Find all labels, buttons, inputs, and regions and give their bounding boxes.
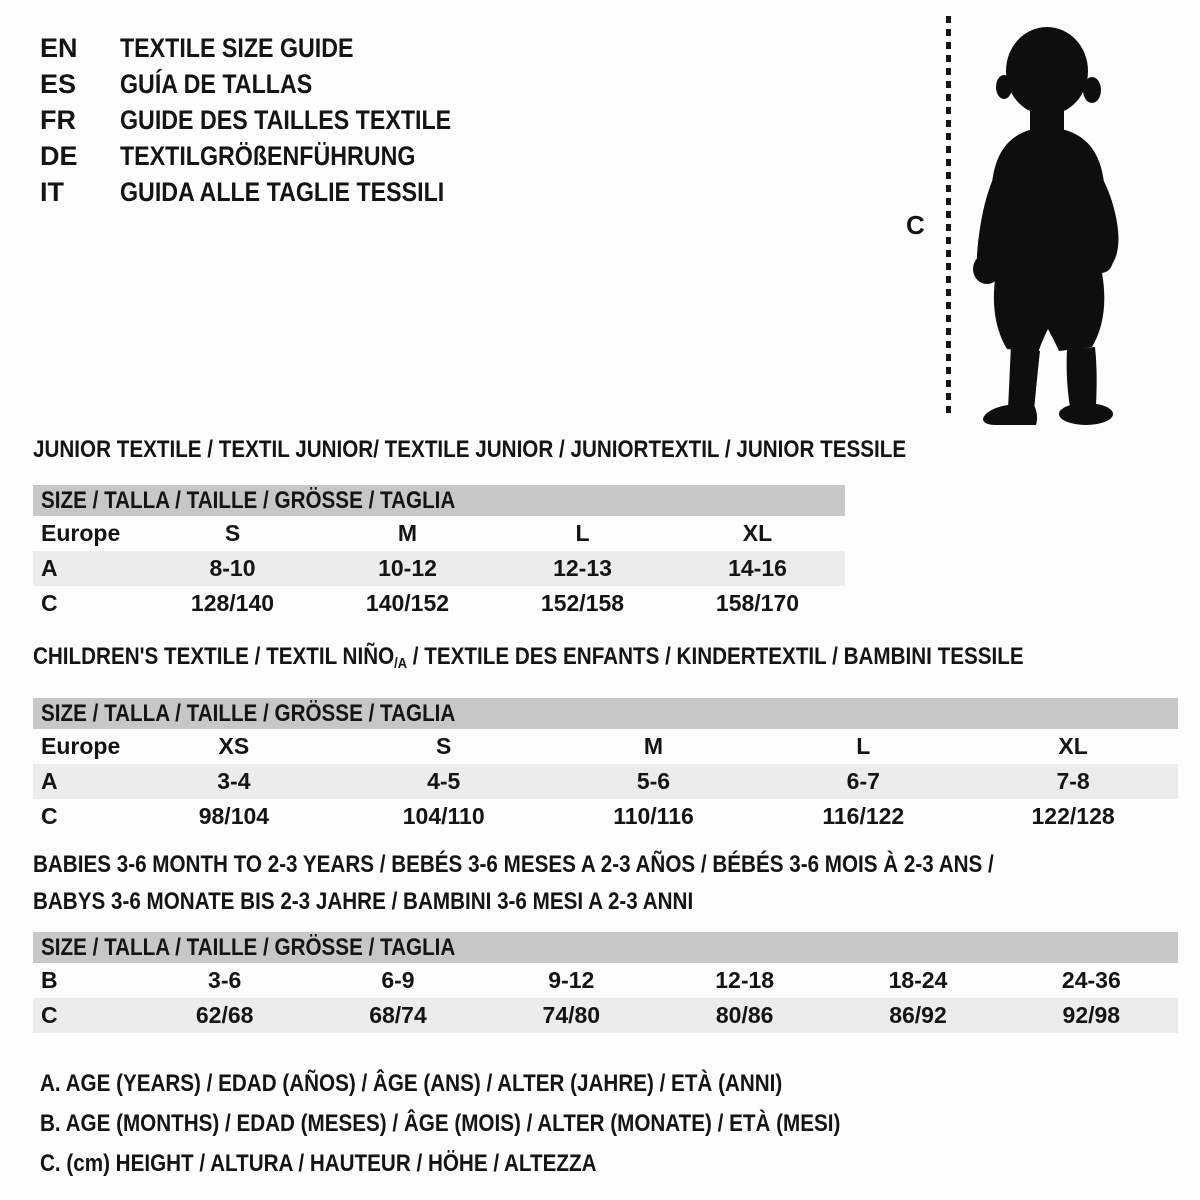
table-cell: 9-12 [548,967,595,993]
row-label: C [41,1002,58,1028]
language-code: FR [40,105,76,135]
children-size-table [33,729,1178,834]
table-cell: M [397,520,418,546]
table-cell: 14-16 [728,555,787,581]
table-cell: 6-9 [381,967,415,993]
size-header-bar [33,485,845,516]
language-row-fr [40,102,505,138]
table-cell: 104/110 [402,803,485,829]
language-label: GUÍA DE TALLAS [120,69,313,99]
row-label: C [41,803,58,829]
section-title-babies [33,846,1178,920]
table-cell: 3-4 [217,768,251,794]
table-cell: 10-12 [378,555,437,581]
table-cell: 62/68 [195,1002,254,1028]
language-label: TEXTILGRÖßENFÜHRUNG [120,141,416,171]
row-label: A [41,768,58,794]
table-row-months [33,963,1178,998]
language-label: GUIDA ALLE TAGLIE TESSILI [120,177,445,207]
size-header-text: SIZE / TALLA / TAILLE / GRÖSSE / TAGLIA [41,700,456,727]
table-cell: L [575,520,590,546]
row-label: A [41,555,58,581]
table-cell: M [643,733,664,759]
table-cell: 116/122 [822,803,905,829]
table-cell: 8-10 [209,555,256,581]
table-cell: 4-5 [427,768,461,794]
section-title-text [33,644,1024,677]
language-row-es [40,66,505,102]
table-cell: S [224,520,241,546]
table-row-age [33,764,1178,799]
table-cell: 128/140 [190,590,275,616]
language-list [40,30,505,210]
table-cell: 5-6 [636,768,671,794]
junior-textile-section [33,436,907,621]
row-label: Europe [41,520,121,546]
table-cell: 86/92 [889,1002,947,1028]
table-cell: 74/80 [542,1002,601,1028]
babies-textile-section [33,846,1178,1033]
table-cell: 12-18 [715,967,775,993]
children-textile-section [33,644,1178,834]
babies-size-table [33,963,1178,1033]
legend-text: C. (cm) HEIGHT / ALTURA / HAUTEUR / HÖHE / ALTEZZA [40,1150,597,1177]
table-cell: 92/98 [1062,1002,1121,1028]
legend-line-a [40,1064,971,1104]
table-cell: 18-24 [888,967,948,993]
measurement-legend [40,1064,971,1184]
table-cell: 7-8 [1056,768,1090,794]
table-row-height [33,586,845,621]
table-cell: XS [218,733,250,759]
table-cell: 80/86 [715,1002,774,1028]
legend-text: B. AGE (MONTHS) / EDAD (MESES) / ÂGE (MOIS) / ALTER (MONATE) / ETÀ (MESI) [40,1110,841,1137]
table-cell: 12-13 [553,555,612,581]
table-cell: XL [1058,733,1088,759]
table-row-age [33,551,845,586]
language-label: GUIDE DES TAILLES TEXTILE [120,105,452,135]
table-cell: 3-6 [208,967,242,993]
table-row-height [33,998,1178,1033]
section-title-line1: BABIES 3-6 MONTH TO 2-3 YEARS / BEBÉS 3-6 MESES A 2-3 AÑOS / BÉBÉS 3-6 MOIS À 2-3 ANS / [33,851,994,878]
row-label: C [41,590,58,616]
table-row-height [33,799,1178,834]
title-suffix: / TEXTILE DES ENFANTS / KINDERTEXTIL / BAMBINI TESSILE [407,643,1024,670]
table-cell: 6-7 [846,768,880,794]
language-row-it [40,174,505,210]
size-header-bar [33,932,1178,963]
language-code: DE [40,141,78,171]
title-subscript: /A [394,655,408,672]
baby-silhouette-image [950,14,1145,426]
section-title-line2: BABYS 3-6 MONATE BIS 2-3 JAHRE / BAMBINI 3-6 MESI A 2-3 ANNI [33,888,694,915]
row-label: B [41,967,58,993]
table-row-europe [33,729,1178,764]
junior-size-table [33,516,845,621]
table-cell: 152/158 [540,590,625,616]
size-header-text: SIZE / TALLA / TAILLE / GRÖSSE / TAGLIA [41,487,456,514]
table-cell: 110/116 [613,803,694,829]
language-row-en [40,30,505,66]
section-title-junior [33,436,907,463]
legend-text: A. AGE (YEARS) / EDAD (AÑOS) / ÂGE (ANS) / ALTER (JAHRE) / ETÀ (ANNI) [40,1070,783,1097]
table-cell: XL [742,520,773,546]
row-label: Europe [41,733,121,759]
height-measure-label: C [906,210,925,240]
table-cell: 68/74 [369,1002,427,1028]
language-code: IT [40,177,64,207]
table-cell: L [856,733,871,759]
table-cell: 140/152 [365,590,450,616]
language-code: ES [40,69,77,99]
table-cell: 98/104 [198,803,270,829]
legend-line-c [40,1144,971,1184]
table-cell: 158/170 [715,590,800,616]
language-label: TEXTILE SIZE GUIDE [120,33,354,63]
table-cell: S [436,733,452,759]
table-cell: 122/128 [1031,803,1115,829]
title-prefix: CHILDREN'S TEXTILE / TEXTIL NIÑO [33,643,395,670]
language-code: EN [40,33,78,63]
size-header-bar [33,698,1178,729]
section-title-text: JUNIOR TEXTILE / TEXTIL JUNIOR/ TEXTILE JUNIOR / JUNIORTEXTIL / JUNIOR TESSILE [33,436,907,463]
size-header-text: SIZE / TALLA / TAILLE / GRÖSSE / TAGLIA [41,934,456,961]
table-row-europe [33,516,845,551]
section-title-children [33,644,1178,677]
language-row-de [40,138,505,174]
table-cell: 24-36 [1061,967,1121,993]
legend-line-b [40,1104,971,1144]
